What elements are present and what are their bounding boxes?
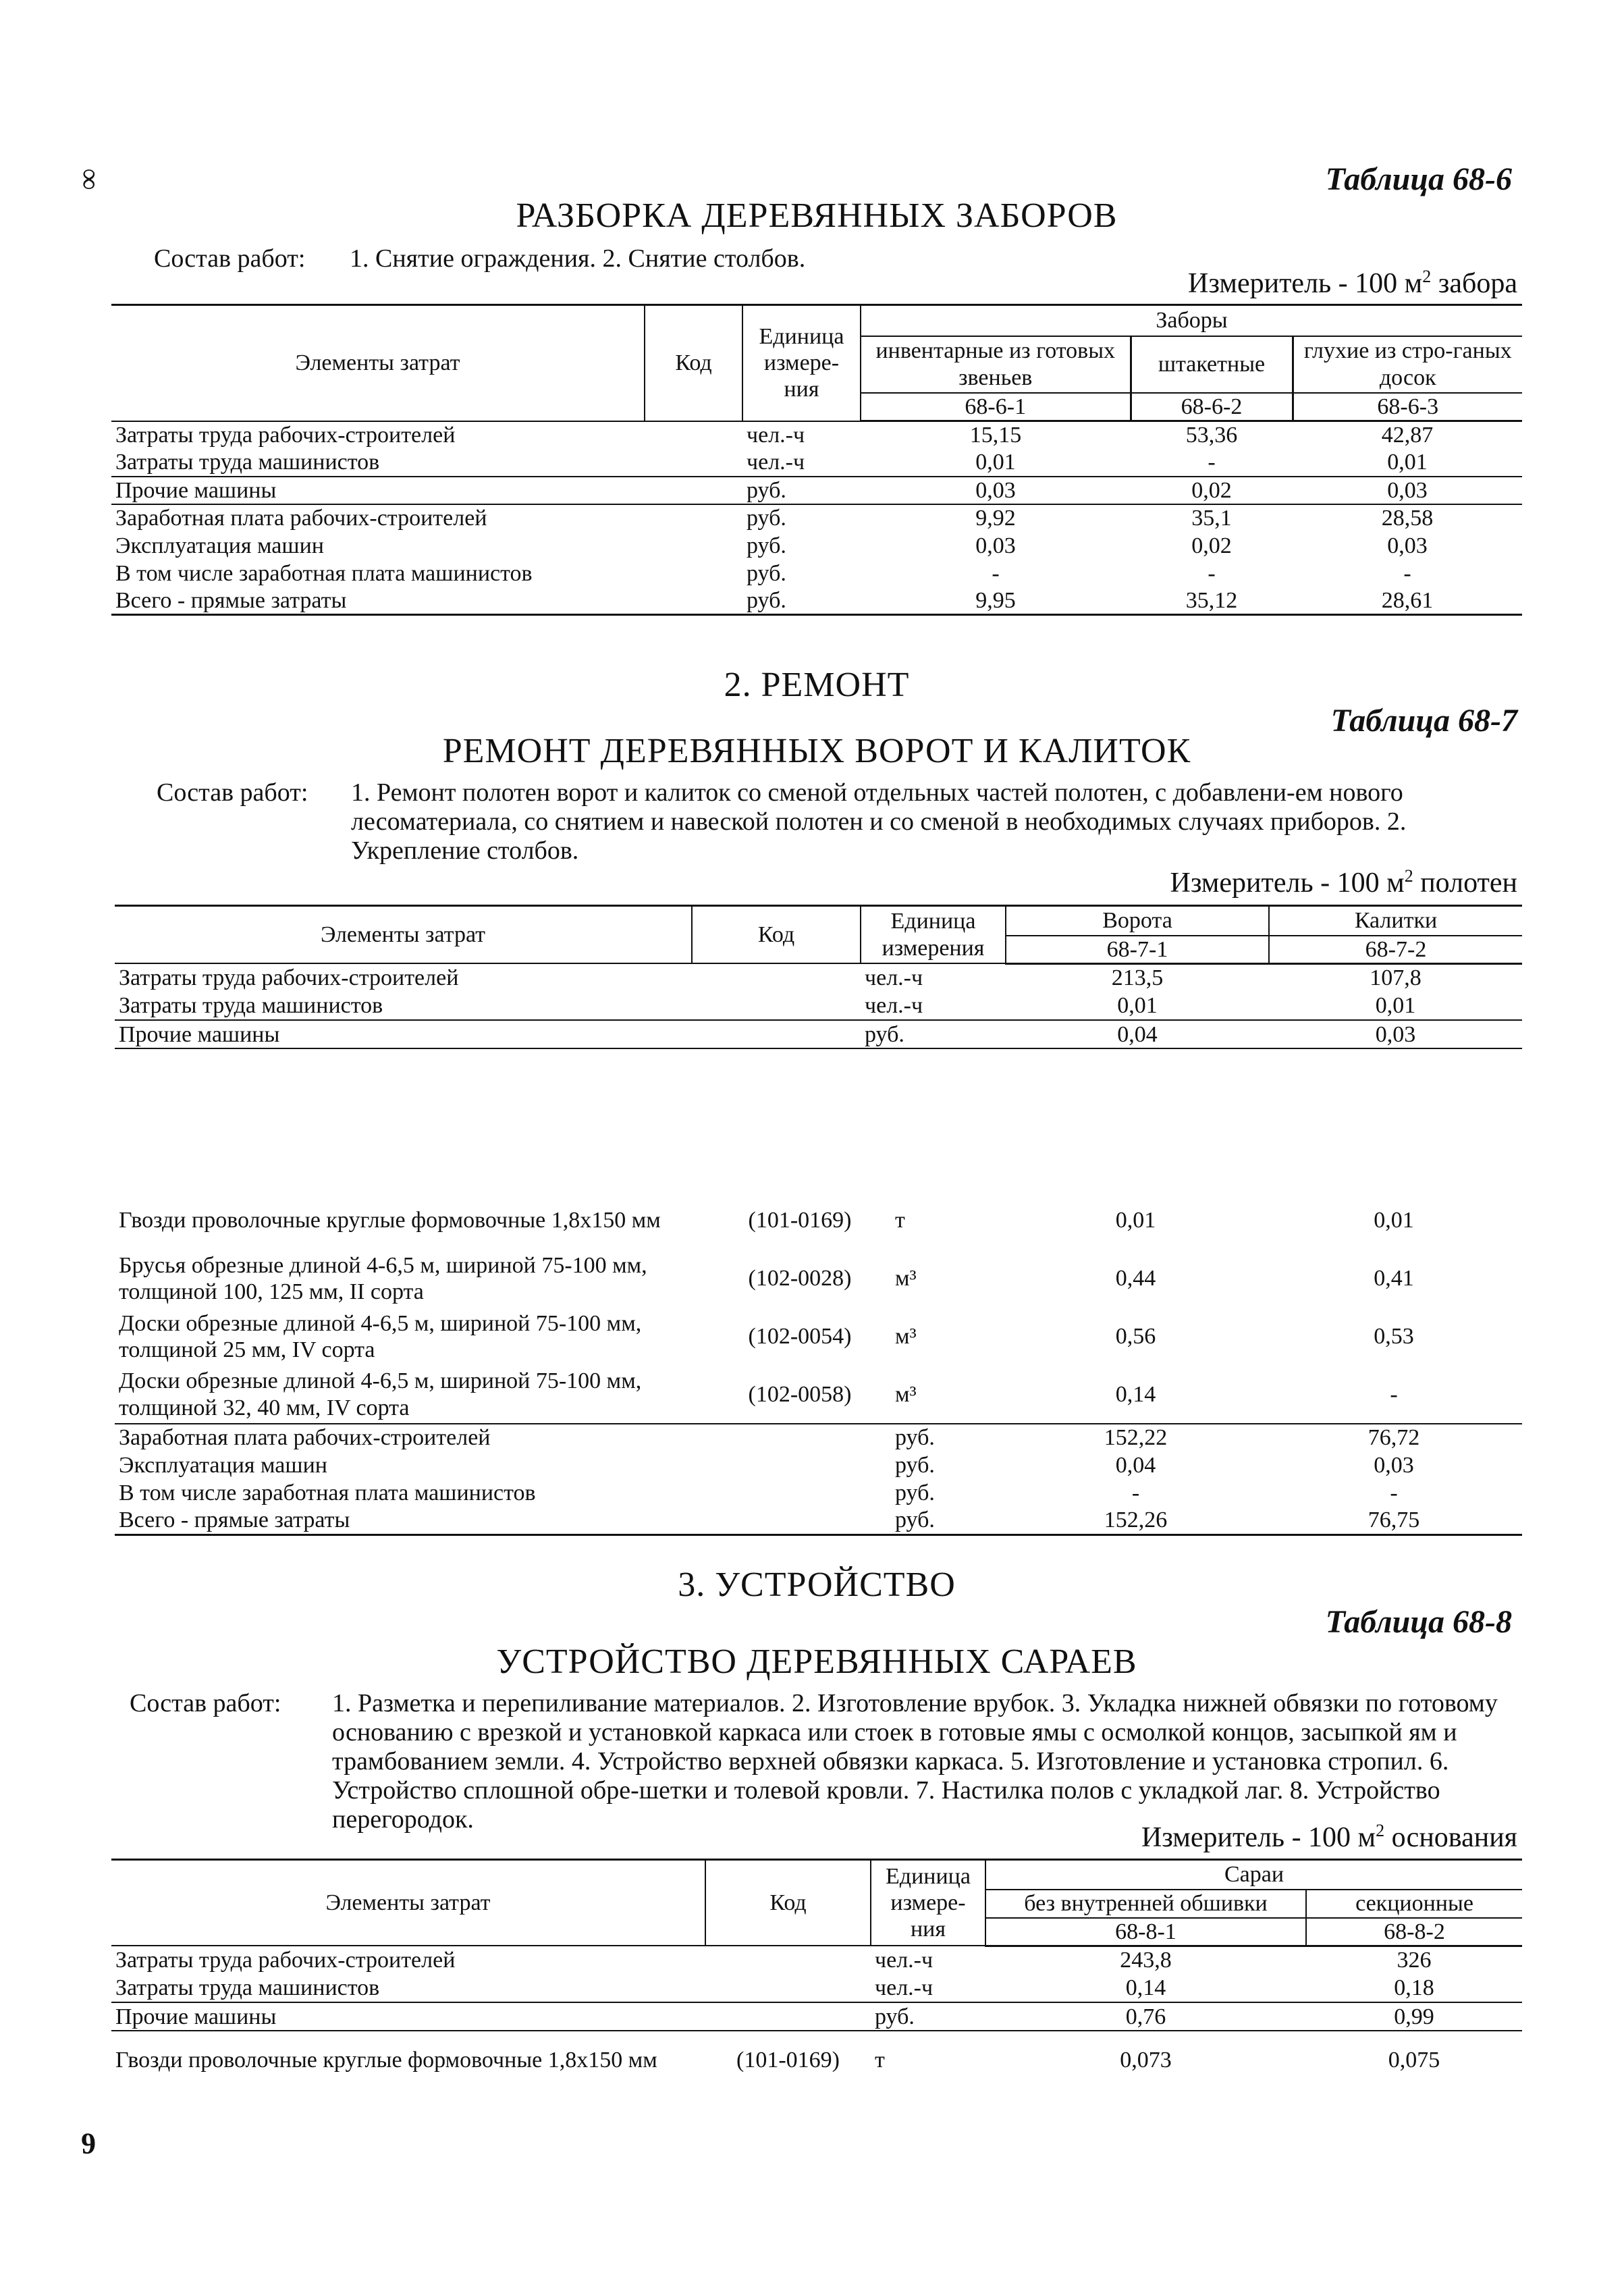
table-68-7-materials — [115, 1192, 1522, 1536]
material-name: Доски обрезные длиной 4-6,5 м, шириной 75-100 мм, толщиной 32, 40 мм, IV сорта — [115, 1366, 709, 1424]
row-code — [645, 587, 742, 615]
table-row — [115, 1308, 1522, 1366]
row-unit: чел.-ч — [861, 992, 1006, 1020]
table-row — [111, 449, 1522, 477]
table-68-8 — [111, 1859, 1522, 2089]
header-code-68-8-2: 68-8-2 — [1306, 1918, 1522, 1946]
table-row — [111, 587, 1522, 615]
row-value-68-7-1: 152,26 — [1006, 1507, 1266, 1534]
row-unit: руб. — [747, 560, 786, 586]
row-name: Затраты труда машинистов — [111, 449, 645, 477]
row-code — [692, 963, 861, 992]
row-name: Затраты труда рабочих-строителей — [115, 1948, 456, 1973]
material-unit: м³ — [895, 1266, 917, 1291]
material-value-68-7-1: 0,44 — [1115, 1266, 1156, 1291]
measure-sup: 2 — [1404, 866, 1413, 886]
table-row — [115, 1424, 1522, 1451]
row-name: Затраты труда рабочих-строителей — [119, 965, 459, 991]
material-unit: м³ — [895, 1324, 917, 1350]
row-name: Прочие машины — [111, 477, 645, 504]
row-value-68-8-2: 0,18 — [1306, 1974, 1522, 2002]
row-value-68-6-1: 9,92 — [975, 506, 1016, 531]
row-code — [692, 992, 861, 1020]
row-name: Прочие машины — [111, 2002, 705, 2031]
table-68-8-materials-body — [111, 2031, 1522, 2089]
table-row — [115, 1479, 1522, 1507]
row-value-68-7-1: 0,04 — [1006, 1020, 1269, 1048]
header-col-inventory: инвентарные из готовых звеньев — [861, 336, 1131, 393]
table-label-68-6: Таблица 68-6 — [1325, 161, 1512, 197]
header-elements: Элементы затрат — [111, 1860, 705, 1946]
table-row — [111, 421, 1522, 449]
header-code-68-8-1: 68-8-1 — [985, 1918, 1306, 1946]
row-value-68-6-2: - — [1131, 449, 1293, 477]
measure-unit-68-6 — [1188, 267, 1517, 300]
work-composition-label: Состав работ: — [130, 1689, 281, 1717]
table-68-7-materials-body — [115, 1192, 1522, 1424]
material-unit: т — [895, 1208, 905, 1233]
row-name: В том числе заработная плата машинистов — [119, 1480, 536, 1505]
row-code — [645, 532, 742, 560]
row-code — [645, 477, 742, 504]
header-col-sectional: секционные — [1306, 1890, 1522, 1918]
row-value-68-6-3: - — [1403, 560, 1411, 586]
table-68-6-body — [111, 421, 1522, 615]
table-row — [111, 2002, 1522, 2031]
measure-suffix: забора — [1431, 268, 1517, 299]
row-value-68-7-2: 0,01 — [1269, 992, 1522, 1020]
row-name: В том числе заработная плата машинистов — [115, 560, 533, 586]
material-code: (102-0028) — [748, 1266, 852, 1291]
row-value-68-6-2: 35,1 — [1191, 506, 1232, 531]
row-unit: чел.-ч — [871, 1974, 985, 2002]
row-value-68-7-1: - — [1131, 1480, 1140, 1505]
row-value-68-7-2: - — [1390, 1480, 1398, 1505]
section-title-construction: 3. УСТРОЙСТВО — [678, 1566, 956, 1604]
table-row — [111, 477, 1522, 504]
table-row — [111, 560, 1522, 587]
table-row — [115, 1192, 1522, 1250]
measure-suffix: полотен — [1413, 867, 1517, 899]
row-unit: чел.-ч — [742, 449, 861, 477]
material-code: (102-0054) — [748, 1324, 852, 1350]
row-value-68-6-2: - — [1208, 560, 1216, 586]
material-value-68-7-1: 0,01 — [1115, 1208, 1156, 1233]
work-composition-label: Состав работ: — [157, 778, 308, 807]
row-code — [709, 1451, 891, 1479]
row-value-68-6-2: 53,36 — [1185, 423, 1238, 448]
row-unit: руб. — [895, 1480, 935, 1505]
row-value-68-7-2: 107,8 — [1370, 965, 1422, 991]
row-unit: чел.-ч — [875, 1948, 933, 1973]
section-title-repair: 2. РЕМОНТ — [724, 666, 910, 704]
row-name: Всего - прямые затраты — [115, 1507, 709, 1534]
row-value-68-7-1: 0,01 — [1006, 992, 1269, 1020]
measure-sup: 2 — [1376, 1821, 1385, 1840]
header-code-68-6-2: 68-6-2 — [1131, 393, 1293, 421]
header-code: Код — [645, 305, 742, 421]
row-unit: руб. — [742, 587, 861, 615]
material-unit: м³ — [891, 1366, 1006, 1424]
row-value-68-6-1: 15,15 — [969, 423, 1022, 448]
table-row — [115, 992, 1522, 1020]
header-col-wickets: Калитки — [1269, 906, 1522, 936]
header-code-68-7-1: 68-7-1 — [1006, 936, 1269, 964]
header-col-solid: глухие из стро-ганых досок — [1293, 336, 1522, 393]
material-value-68-7-2: 0,41 — [1374, 1266, 1414, 1291]
row-unit: чел.-ч — [865, 965, 923, 991]
row-value-68-6-3: 28,61 — [1293, 587, 1522, 615]
row-code — [645, 421, 742, 449]
row-code — [645, 560, 742, 587]
row-unit: руб. — [747, 533, 786, 558]
header-elements: Элементы затрат — [115, 906, 692, 964]
row-value-68-6-1: 9,95 — [861, 587, 1131, 615]
header-code: Код — [692, 906, 861, 964]
row-value-68-8-1: 243,8 — [1120, 1948, 1172, 1973]
header-code: Код — [705, 1860, 871, 1946]
header-elements: Элементы затрат — [111, 305, 645, 421]
row-value-68-8-2: 326 — [1397, 1948, 1432, 1973]
row-value-68-8-1: 0,76 — [985, 2002, 1306, 2031]
table-row — [111, 2031, 1522, 2089]
table-row — [111, 1974, 1522, 2002]
row-value-68-8-2: 0,99 — [1306, 2002, 1522, 2031]
row-code — [705, 1946, 871, 1974]
row-name: Затраты труда машинистов — [115, 992, 692, 1020]
row-value-68-6-1: 0,01 — [861, 449, 1131, 477]
row-unit: руб. — [891, 1507, 1006, 1534]
material-value-68-7-2: 0,01 — [1374, 1208, 1414, 1233]
row-code — [709, 1507, 891, 1534]
page-number-bottom: 6 — [81, 2127, 96, 2160]
work-composition-68-7 — [157, 778, 1513, 873]
table-68-7-head — [115, 905, 1522, 1049]
row-code — [645, 449, 742, 477]
row-code — [705, 1974, 871, 2002]
table-row — [115, 1451, 1522, 1479]
measure-sup: 2 — [1422, 267, 1432, 286]
work-composition-text: 1. Ремонт полотен ворот и калиток со сменой отдельных частей полотен, с добавлени-ем нового лесоматериала, со снятием и навеской полотен и со сменой в необходимых случаях приборов. 2. Укрепление столбов. — [351, 778, 1407, 865]
table-row — [111, 532, 1522, 560]
work-composition-label: Состав работ: — [154, 244, 306, 273]
material-name: Доски обрезные длиной 4-6,5 м, шириной 75-100 мм, толщиной 25 мм, IV сорта — [119, 1310, 642, 1362]
measure-unit-68-8 — [1141, 1821, 1517, 1854]
row-name: Эксплуатация машин — [115, 533, 324, 558]
row-value-68-6-3: 42,87 — [1381, 423, 1434, 448]
row-value-68-7-1: 0,04 — [1115, 1452, 1156, 1478]
row-value-68-6-3: 28,58 — [1381, 506, 1434, 531]
work-composition-text: 1. Разметка и перепиливание материалов. 2. Изготовление врубок. 3. Укладка нижней обвязки по готовому основанию с врезкой и установкой каркаса или стоек в готовые ямы с осмолкой концов, засыпкой ям и трамбованием земли. 4. Устройство верхней обвязки каркаса. 5. Изготовление и установка стропил. 6. Устройство сплошной обре-шетки и толевой кровли. 7. Настилка полов с укладкой лаг. 8. Устройство перегородок. — [332, 1689, 1498, 1834]
row-value-68-7-2: 76,72 — [1368, 1425, 1420, 1451]
table-row — [115, 1366, 1522, 1424]
header-code-68-6-3: 68-6-3 — [1293, 393, 1522, 421]
row-code — [705, 2002, 871, 2031]
table-68-7-body — [115, 963, 1522, 1048]
row-unit: руб. — [871, 2002, 985, 2031]
material-value-68-7-2: - — [1266, 1366, 1522, 1424]
row-value-68-6-1: 0,03 — [861, 477, 1131, 504]
header-code-68-7-2: 68-7-2 — [1269, 936, 1522, 964]
row-unit: руб. — [895, 1452, 935, 1478]
row-value-68-7-2: 76,75 — [1266, 1507, 1522, 1534]
material-name: Гвозди проволочные круглые формовочные 1,8х150 мм — [119, 1208, 661, 1233]
table-68-8-body — [111, 1946, 1522, 2031]
row-name: Эксплуатация машин — [119, 1452, 327, 1478]
row-value-68-6-1: - — [992, 560, 1000, 586]
row-value-68-8-1: 0,14 — [985, 1974, 1306, 2002]
measure-prefix: Измеритель - 100 м — [1141, 1822, 1376, 1853]
material-value-68-8-2: 0,075 — [1388, 2048, 1440, 2073]
row-code — [645, 504, 742, 532]
title-repair-gates: РЕМОНТ ДЕРЕВЯННЫХ ВОРОТ И КАЛИТОК — [442, 732, 1191, 770]
title-dismantling-fences: РАЗБОРКА ДЕРЕВЯННЫХ ЗАБОРОВ — [516, 196, 1118, 235]
header-unit: Единица измере-ния — [742, 305, 861, 421]
row-unit: руб. — [747, 506, 786, 531]
row-name: Всего - прямые затраты — [111, 587, 645, 615]
row-unit: руб. — [895, 1425, 935, 1451]
row-value-68-6-2: 0,02 — [1131, 477, 1293, 504]
measure-prefix: Измеритель - 100 м — [1170, 867, 1405, 899]
header-group-fences: Заборы — [861, 305, 1522, 336]
material-code: (102-0058) — [709, 1366, 891, 1424]
header-unit: Единица измере-ния — [871, 1860, 985, 1946]
header-col-gates: Ворота — [1006, 906, 1269, 936]
row-unit: руб. — [861, 1020, 1006, 1048]
table-label-68-8: Таблица 68-8 — [1325, 1604, 1512, 1640]
material-name: Гвозди проволочные круглые формовочные 1,8х150 мм — [115, 2048, 657, 2073]
material-value-68-7-2: 0,53 — [1374, 1324, 1414, 1350]
table-row — [115, 963, 1522, 992]
title-construction-sheds: УСТРОЙСТВО ДЕРЕВЯННЫХ САРАЕВ — [496, 1643, 1137, 1681]
material-unit: т — [875, 2048, 885, 2073]
row-unit: руб. — [742, 477, 861, 504]
row-code — [709, 1424, 891, 1451]
row-value-68-7-1: 213,5 — [1111, 965, 1164, 991]
table-row — [111, 1946, 1522, 1974]
table-row — [115, 1507, 1522, 1534]
work-composition-text: 1. Снятие ограждения. 2. Снятие столбов. — [350, 244, 806, 273]
table-row — [115, 1020, 1522, 1048]
material-value-68-8-1: 0,073 — [1120, 2048, 1172, 2073]
header-unit: Единица измерения — [861, 906, 1006, 964]
measure-unit-68-7 — [1170, 866, 1517, 899]
row-value-68-6-3: 0,01 — [1293, 449, 1522, 477]
measure-suffix: основания — [1384, 1822, 1517, 1853]
row-unit: чел.-ч — [747, 422, 805, 448]
table-68-6 — [111, 304, 1522, 616]
table-row — [115, 1250, 1522, 1308]
row-value-68-7-2: 0,03 — [1374, 1452, 1414, 1478]
header-code-68-6-1: 68-6-1 — [861, 393, 1131, 421]
table-label-68-7: Таблица 68-7 — [1330, 703, 1517, 739]
header-col-picket: штакетные — [1131, 336, 1293, 393]
row-value-68-6-2: 35,12 — [1131, 587, 1293, 615]
table-68-7-totals-body — [115, 1424, 1522, 1534]
row-name: Затраты труда рабочих-строителей — [115, 422, 456, 448]
row-code — [709, 1479, 891, 1507]
row-name: Прочие машины — [115, 1020, 692, 1048]
material-value-68-7-1: 0,56 — [1115, 1324, 1156, 1350]
material-code: (101-0169) — [748, 1208, 852, 1233]
row-name: Заработная плата рабочих-строителей — [115, 506, 487, 531]
row-value-68-6-1: 0,03 — [975, 533, 1016, 558]
measure-prefix: Измеритель - 100 м — [1188, 268, 1423, 299]
page-number-top: ∞ — [74, 168, 107, 190]
row-code — [692, 1020, 861, 1048]
material-value-68-7-1: 0,14 — [1006, 1366, 1266, 1424]
row-value-68-6-3: 0,03 — [1293, 477, 1522, 504]
row-value-68-7-1: 152,22 — [1104, 1425, 1168, 1451]
row-value-68-6-2: 0,02 — [1191, 533, 1232, 558]
header-col-no-lining: без внутренней обшивки — [985, 1890, 1306, 1918]
row-value-68-7-2: 0,03 — [1269, 1020, 1522, 1048]
row-name: Затраты труда машинистов — [111, 1974, 705, 2002]
header-group-sheds: Сараи — [985, 1860, 1522, 1890]
row-value-68-6-3: 0,03 — [1387, 533, 1428, 558]
table-row — [111, 504, 1522, 532]
row-name: Заработная плата рабочих-строителей — [119, 1425, 491, 1451]
material-name: Брусья обрезные длиной 4-6,5 м, шириной 75-100 мм, толщиной 100, 125 мм, II сорта — [119, 1252, 647, 1304]
material-code: (101-0169) — [736, 2048, 840, 2073]
